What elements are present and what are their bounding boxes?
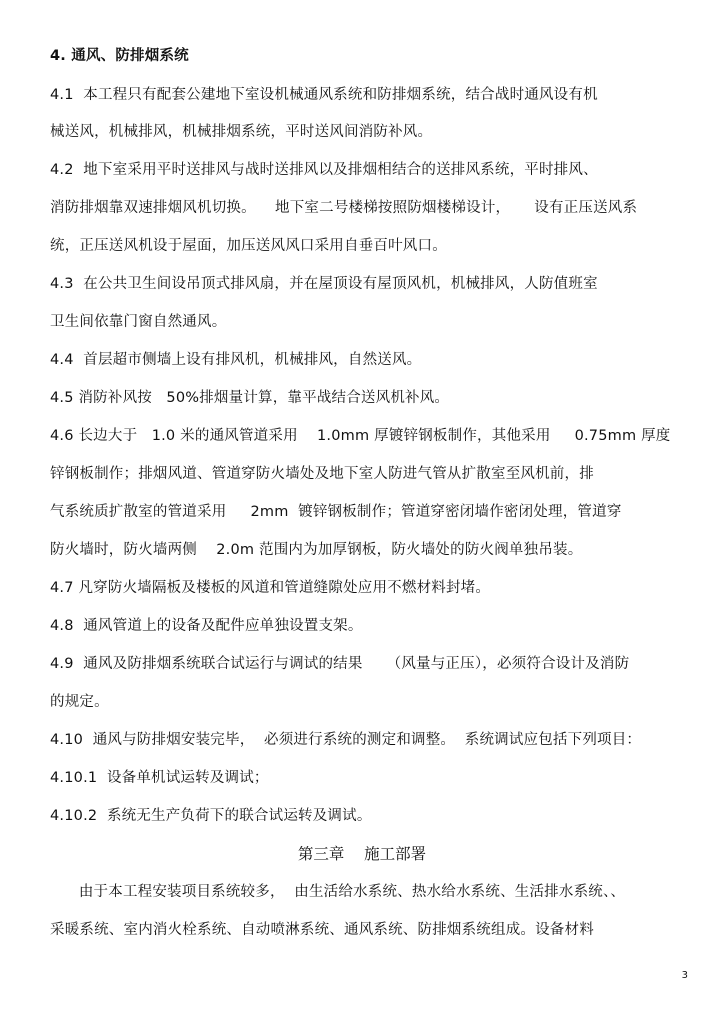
- paragraph-line: 统，正压送风机设于屋面，加压送风风口采用自垂百叶风口。: [50, 238, 447, 254]
- paragraph-line: 4.1 本工程只有配套公建地下室设机械通风系统和防排烟系统，结合战时通风设有机: [50, 87, 598, 103]
- paragraph-line: 4.6 长边大于 1.0 米的通风管道采用 1.0mm 厚镀锌钢板制作，其他采用 0.75mm 厚度: [50, 428, 671, 444]
- paragraph-line: 4.3 在公共卫生间设吊顶式排风扇，并在屋顶设有屋顶风机，机械排风，人防值班室: [50, 276, 598, 292]
- paragraph-line: 4.10 通风与防排烟安装完毕， 必须进行系统的测定和调整。 系统调试应包括下列项目：: [50, 732, 642, 748]
- paragraph-line: 4.7 凡穿防火墙隔板及楼板的风道和管道缝隙处应用不燃材料封堵。: [50, 580, 491, 596]
- paragraph-line: 的规定。: [50, 694, 109, 710]
- paragraph-line: 4.4 首层超市侧墙上设有排风机，机械排风，自然送风。: [50, 352, 422, 368]
- page-number: 3: [681, 970, 688, 981]
- section-title: 4. 通风、防排烟系统: [50, 48, 189, 64]
- paragraph-line: 4.2 地下室采用平时送排风与战时送排风以及排烟相结合的送排风系统，平时排风、: [50, 162, 598, 178]
- paragraph-line: 4.9 通风及防排烟系统联合试运行与调试的结果 （风量与正压），必须符合设计及消防: [50, 656, 630, 672]
- paragraph-line: 采暖系统、室内消火栓系统、自动喷淋系统、通风系统、防排烟系统组成。设备材料: [50, 922, 594, 938]
- paragraph-line: 4.5 消防补风按 50%排烟量计算，靠平战结合送风机补风。: [50, 390, 450, 406]
- paragraph-line: 防火墙时，防火墙两侧 2.0m 范围内为加厚钢板，防火墙处的防火阀单独吊装。: [50, 542, 583, 558]
- paragraph-line: 4.10.1 设备单机试运转及调试；: [50, 770, 269, 786]
- paragraph-line: 4.10.2 系统无生产负荷下的联合试运转及调试。: [50, 808, 372, 824]
- paragraph-line: 卫生间依靠门窗自然通风。: [50, 314, 227, 330]
- paragraph-line: 锌钢板制作；排烟风道、管道穿防火墙处及地下室人防进气管从扩散室至风机前，排: [50, 466, 594, 482]
- paragraph-line: 由于本工程安装项目系统较多， 由生活给水系统、热水给水系统、生活排水系统、、: [50, 884, 626, 900]
- paragraph-line: 气系统质扩散室的管道采用 2mm 镀锌钢板制作；管道穿密闭墙作密闭处理，管道穿: [50, 504, 622, 520]
- paragraph-line: 消防排烟靠双速排烟风机切换。 地下室二号楼梯按照防烟楼梯设计， 设有正压送风系: [50, 200, 638, 216]
- paragraph-line: 4.8 通风管道上的设备及配件应单独设置支架。: [50, 618, 363, 634]
- chapter-title: 第三章 施工部署: [297, 845, 427, 863]
- paragraph-line: 械送风，机械排风，机械排烟系统，平时送风间消防补风。: [50, 124, 433, 140]
